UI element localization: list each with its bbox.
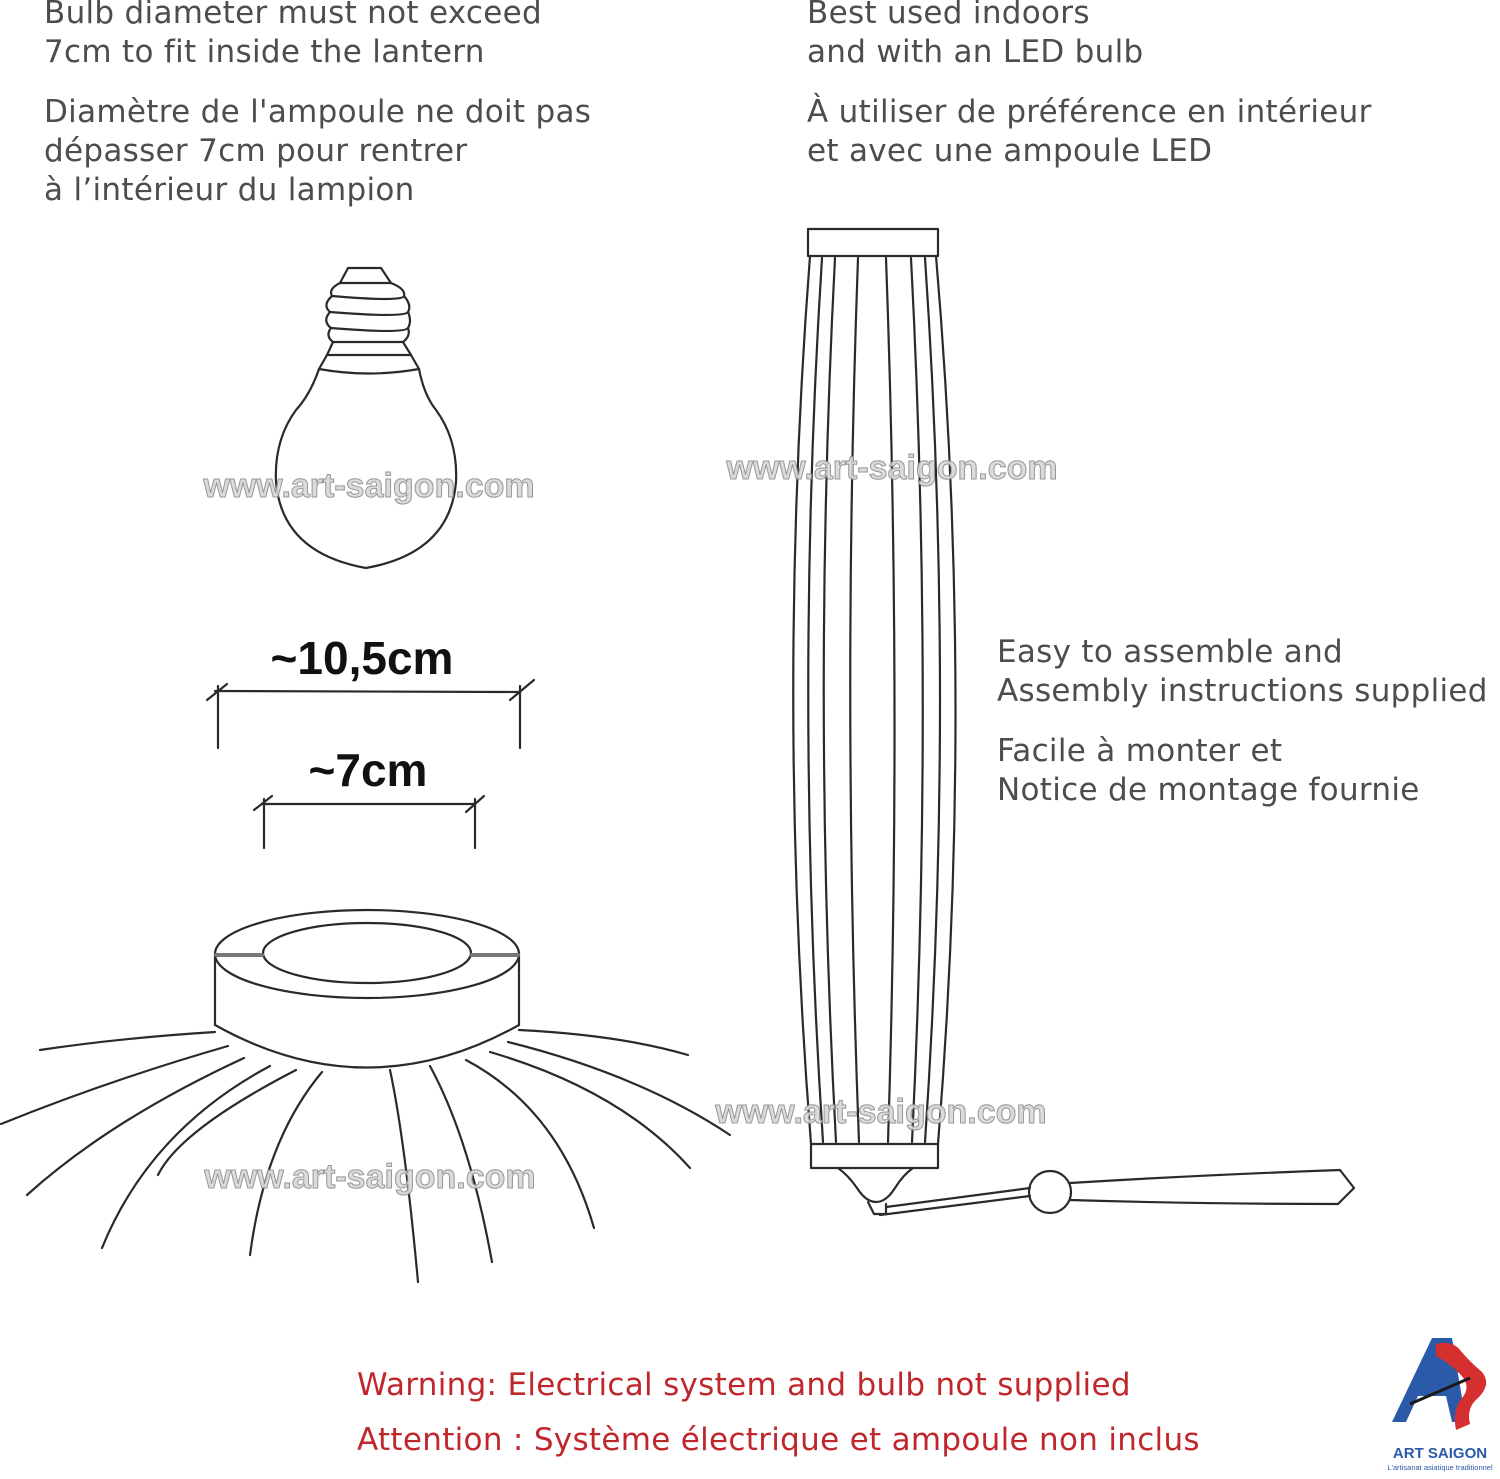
warning-fr: Attention : Système électrique et ampoule non inclus [357,1422,1200,1458]
inner-diameter-label: ~7cm [308,744,428,796]
bulb-note-fr-line3: à l’intérieur du lampion [44,172,415,208]
bulb-note-en-line1: Bulb diameter must not exceed [44,0,542,31]
assembly-note-en-line2: Assembly instructions supplied [997,673,1488,709]
tall-lantern-illustration [793,229,1354,1215]
bulb-note-fr-line1: Diamètre de l'ampoule ne doit pas [44,94,592,130]
bulb-note-fr-line2: dépasser 7cm pour rentrer [44,133,468,169]
watermark-lantern-top: www.art-saigon.com [726,449,1058,487]
warning-en: Warning: Electrical system and bulb not supplied [357,1367,1131,1403]
watermark-ring: www.art-saigon.com [204,1158,536,1196]
indoor-note-en-line2: and with an LED bulb [807,34,1144,70]
indoor-note-en-line1: Best used indoors [807,0,1090,31]
logo-name: ART SAIGON [1392,1445,1488,1462]
indoor-note-fr-line2: et avec une ampoule LED [807,133,1213,169]
art-saigon-logo [1387,1338,1493,1472]
outer-diameter-label: ~10,5cm [270,632,454,684]
assembly-note-fr-line1: Facile à monter et [997,733,1283,769]
inner-diameter-dimension [254,796,484,848]
watermark-bulb: www.art-saigon.com [203,467,535,505]
indoor-note-fr-line1: À utiliser de préférence en intérieur [807,94,1372,130]
light-bulb-illustration [276,268,456,568]
outer-diameter-dimension [207,680,534,748]
assembly-note-fr-line2: Notice de montage fournie [997,772,1420,808]
logo-tagline: L'artisanat asiatique traditionnel [1387,1463,1493,1472]
watermark-lantern-bottom: www.art-saigon.com [715,1093,1047,1131]
assembly-note-en-line1: Easy to assemble and [997,634,1344,670]
bulb-note-en-line2: 7cm to fit inside the lantern [44,34,485,70]
lantern-top-ring-illustration [215,910,519,1068]
